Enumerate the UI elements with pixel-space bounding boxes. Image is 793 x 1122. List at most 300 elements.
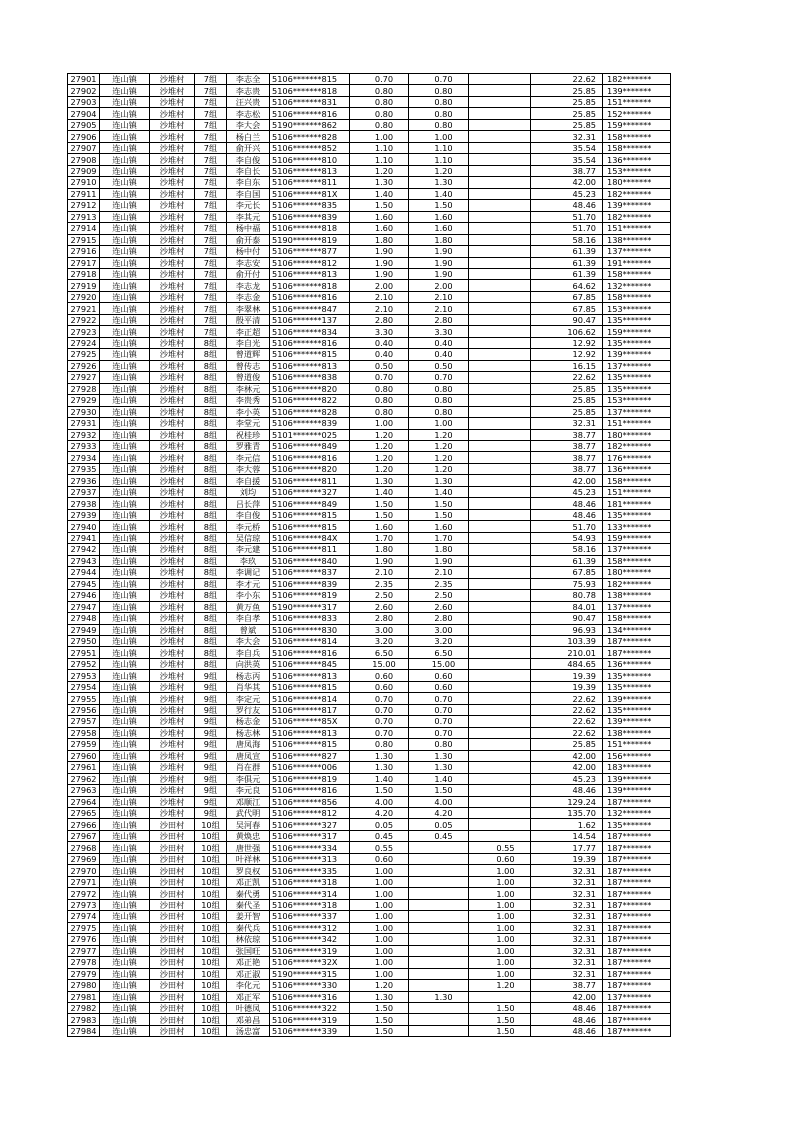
cell-col-2: 沙田村: [150, 865, 195, 876]
cell-col-4: 俞开兴: [227, 142, 270, 153]
cell-col-6: 4.00: [350, 796, 409, 807]
cell-col-7: 1.90: [409, 268, 469, 279]
table-row: [68, 624, 671, 635]
cell-col-6: 1.30: [350, 991, 409, 1002]
cell-col-3: 10组: [195, 911, 227, 922]
table-row: [68, 1025, 671, 1036]
cell-col-6: 1.60: [350, 211, 409, 222]
cell-col-8: [469, 291, 531, 302]
cell-col-1: 连山镇: [100, 578, 150, 589]
cell-col-1: 连山镇: [100, 452, 150, 463]
cell-col-4: 李林元: [227, 383, 270, 394]
table-row: [68, 383, 671, 394]
cell-col-2: 沙堆村: [150, 796, 195, 807]
cell-col-3: 8组: [195, 463, 227, 474]
cell-col-6: 0.70: [350, 693, 409, 704]
cell-col-2: 沙堆村: [150, 74, 195, 85]
cell-col-9: 42.00: [531, 750, 603, 761]
cell-col-4: 李翠林: [227, 303, 270, 314]
cell-col-3: 9组: [195, 681, 227, 692]
cell-col-5: 5101*******025: [270, 429, 350, 440]
cell-col-1: 连山镇: [100, 154, 150, 165]
cell-col-10: 139*******: [603, 200, 671, 211]
cell-col-7: 0.70: [409, 716, 469, 727]
cell-col-7: 0.80: [409, 119, 469, 130]
cell-col-6: 1.00: [350, 945, 409, 956]
cell-col-5: 5190*******315: [270, 968, 350, 979]
cell-col-6: 1.20: [350, 429, 409, 440]
cell-col-6: 0.80: [350, 85, 409, 96]
cell-col-9: 103.39: [531, 635, 603, 646]
cell-col-1: 连山镇: [100, 830, 150, 841]
cell-col-9: 106.62: [531, 326, 603, 337]
cell-col-4: 李志安: [227, 257, 270, 268]
cell-col-10: 135*******: [603, 819, 671, 830]
cell-col-0: 27959: [68, 739, 100, 750]
cell-col-2: 沙堆村: [150, 280, 195, 291]
cell-col-0: 27964: [68, 796, 100, 807]
cell-col-0: 27961: [68, 762, 100, 773]
cell-col-4: 林依琼: [227, 934, 270, 945]
cell-col-5: 5106*******817: [270, 704, 350, 715]
cell-col-8: [469, 681, 531, 692]
cell-col-7: 3.30: [409, 326, 469, 337]
cell-col-1: 连山镇: [100, 957, 150, 968]
cell-col-10: 182*******: [603, 578, 671, 589]
cell-col-3: 9组: [195, 796, 227, 807]
cell-col-0: 27960: [68, 750, 100, 761]
cell-col-9: 48.46: [531, 1014, 603, 1025]
cell-col-1: 连山镇: [100, 624, 150, 635]
cell-col-0: 27940: [68, 521, 100, 532]
cell-col-5: 5106*******816: [270, 452, 350, 463]
cell-col-3: 7组: [195, 326, 227, 337]
cell-col-5: 5106*******816: [270, 337, 350, 348]
cell-col-9: 38.77: [531, 165, 603, 176]
cell-col-9: 38.77: [531, 429, 603, 440]
cell-col-8: [469, 509, 531, 520]
cell-col-2: 沙堆村: [150, 739, 195, 750]
cell-col-3: 7组: [195, 268, 227, 279]
cell-col-5: 5106*******334: [270, 842, 350, 853]
cell-col-7: 0.70: [409, 74, 469, 85]
cell-col-0: 27950: [68, 635, 100, 646]
cell-col-3: 10组: [195, 922, 227, 933]
cell-col-7: 1.20: [409, 463, 469, 474]
cell-col-7: 2.80: [409, 314, 469, 325]
cell-col-0: 27902: [68, 85, 100, 96]
cell-col-9: 42.00: [531, 475, 603, 486]
cell-col-2: 沙堆村: [150, 85, 195, 96]
cell-col-6: 1.50: [350, 1014, 409, 1025]
cell-col-5: 5106*******811: [270, 177, 350, 188]
cell-col-1: 连山镇: [100, 899, 150, 910]
cell-col-10: 136*******: [603, 463, 671, 474]
table-row: [68, 613, 671, 624]
cell-col-7: 0.40: [409, 349, 469, 360]
cell-col-0: 27976: [68, 934, 100, 945]
cell-col-7: [409, 1014, 469, 1025]
cell-col-8: [469, 991, 531, 1002]
cell-col-2: 沙堆村: [150, 200, 195, 211]
cell-col-6: 1.30: [350, 177, 409, 188]
cell-col-4: 汪兴贵: [227, 96, 270, 107]
cell-col-6: 1.30: [350, 475, 409, 486]
cell-col-5: 5106*******838: [270, 372, 350, 383]
cell-col-8: [469, 372, 531, 383]
cell-col-2: 沙堆村: [150, 808, 195, 819]
table-row: [68, 957, 671, 968]
cell-col-4: 邓正凯: [227, 876, 270, 887]
cell-col-7: 4.00: [409, 796, 469, 807]
cell-col-8: [469, 211, 531, 222]
cell-col-10: 187*******: [603, 865, 671, 876]
cell-col-1: 连山镇: [100, 509, 150, 520]
cell-col-3: 8组: [195, 578, 227, 589]
cell-col-3: 8组: [195, 418, 227, 429]
table-row: [68, 108, 671, 119]
cell-col-4: 李志全: [227, 74, 270, 85]
cell-col-3: 8组: [195, 349, 227, 360]
cell-col-9: 96.93: [531, 624, 603, 635]
cell-col-5: 5106*******327: [270, 486, 350, 497]
cell-col-9: 484.65: [531, 658, 603, 669]
cell-col-0: 27974: [68, 911, 100, 922]
cell-col-4: 李俱元: [227, 773, 270, 784]
cell-col-5: 5106*******819: [270, 590, 350, 601]
cell-col-10: 158*******: [603, 131, 671, 142]
cell-col-5: 5106*******313: [270, 853, 350, 864]
cell-col-2: 沙堆村: [150, 578, 195, 589]
cell-col-7: 2.35: [409, 578, 469, 589]
cell-col-4: 杨白兰: [227, 131, 270, 142]
cell-col-5: 5106*******816: [270, 785, 350, 796]
cell-col-0: 27930: [68, 406, 100, 417]
cell-col-4: 吴信琼: [227, 532, 270, 543]
cell-col-10: 135*******: [603, 337, 671, 348]
cell-col-2: 沙堆村: [150, 498, 195, 509]
cell-col-5: 5106*******812: [270, 257, 350, 268]
cell-col-0: 27904: [68, 108, 100, 119]
cell-col-10: 158*******: [603, 613, 671, 624]
cell-col-0: 27954: [68, 681, 100, 692]
cell-col-10: 134*******: [603, 624, 671, 635]
cell-col-3: 7组: [195, 108, 227, 119]
cell-col-5: 5106*******85X: [270, 716, 350, 727]
table-row: [68, 280, 671, 291]
cell-col-3: 7组: [195, 142, 227, 153]
cell-col-2: 沙堆村: [150, 177, 195, 188]
cell-col-6: 6.50: [350, 647, 409, 658]
cell-col-2: 沙堆村: [150, 704, 195, 715]
cell-col-9: 32.31: [531, 934, 603, 945]
cell-col-6: 1.10: [350, 154, 409, 165]
cell-col-5: 5106*******006: [270, 762, 350, 773]
cell-col-8: 1.00: [469, 911, 531, 922]
cell-col-0: 27933: [68, 441, 100, 452]
cell-col-5: 5106*******828: [270, 131, 350, 142]
cell-col-1: 连山镇: [100, 418, 150, 429]
cell-col-9: 32.31: [531, 131, 603, 142]
cell-col-2: 沙田村: [150, 842, 195, 853]
cell-col-9: 25.85: [531, 406, 603, 417]
cell-col-9: 19.39: [531, 670, 603, 681]
cell-col-10: 151*******: [603, 96, 671, 107]
cell-col-1: 连山镇: [100, 922, 150, 933]
cell-col-4: 向洪英: [227, 658, 270, 669]
cell-col-7: 2.00: [409, 280, 469, 291]
cell-col-3: 8组: [195, 613, 227, 624]
cell-col-8: 1.00: [469, 957, 531, 968]
cell-col-1: 连山镇: [100, 280, 150, 291]
table-row: [68, 314, 671, 325]
cell-col-8: [469, 188, 531, 199]
cell-col-8: [469, 785, 531, 796]
cell-col-4: 曾传志: [227, 360, 270, 371]
cell-col-10: 132*******: [603, 280, 671, 291]
cell-col-10: 158*******: [603, 268, 671, 279]
cell-col-4: 邓正淑: [227, 968, 270, 979]
cell-col-4: 邓弟昌: [227, 1014, 270, 1025]
cell-col-7: 2.10: [409, 303, 469, 314]
cell-col-4: 李自俊: [227, 154, 270, 165]
table-row: [68, 211, 671, 222]
cell-col-9: 22.62: [531, 372, 603, 383]
cell-col-4: 李大蓉: [227, 463, 270, 474]
cell-col-2: 沙堆村: [150, 360, 195, 371]
cell-col-10: 183*******: [603, 762, 671, 773]
cell-col-4: 俞开付: [227, 268, 270, 279]
cell-col-0: 27907: [68, 142, 100, 153]
cell-col-6: 2.60: [350, 601, 409, 612]
cell-col-7: [409, 888, 469, 899]
cell-col-4: 黄焕忠: [227, 830, 270, 841]
cell-col-8: [469, 441, 531, 452]
cell-col-8: [469, 349, 531, 360]
cell-col-6: 0.80: [350, 119, 409, 130]
cell-col-1: 连山镇: [100, 119, 150, 130]
cell-col-3: 7组: [195, 96, 227, 107]
cell-col-1: 连山镇: [100, 888, 150, 899]
cell-col-3: 8组: [195, 360, 227, 371]
cell-col-6: 1.00: [350, 957, 409, 968]
cell-col-6: 1.90: [350, 555, 409, 566]
cell-col-4: 罗雅青: [227, 441, 270, 452]
cell-col-1: 连山镇: [100, 463, 150, 474]
cell-col-5: 5106*******318: [270, 876, 350, 887]
table-row: [68, 337, 671, 348]
cell-col-7: 0.80: [409, 96, 469, 107]
cell-col-1: 连山镇: [100, 395, 150, 406]
cell-col-3: 8组: [195, 601, 227, 612]
cell-col-1: 连山镇: [100, 349, 150, 360]
cell-col-6: 1.20: [350, 441, 409, 452]
cell-col-4: 吕长萍: [227, 498, 270, 509]
cell-col-7: 0.80: [409, 739, 469, 750]
cell-col-3: 9组: [195, 704, 227, 715]
cell-col-0: 27921: [68, 303, 100, 314]
cell-col-4: 李自光: [227, 337, 270, 348]
cell-col-9: 210.01: [531, 647, 603, 658]
cell-col-0: 27983: [68, 1014, 100, 1025]
cell-col-2: 沙堆村: [150, 727, 195, 738]
table-row: [68, 785, 671, 796]
cell-col-7: 1.30: [409, 991, 469, 1002]
cell-col-3: 7组: [195, 303, 227, 314]
cell-col-2: 沙堆村: [150, 119, 195, 130]
cell-col-1: 连山镇: [100, 337, 150, 348]
cell-col-2: 沙田村: [150, 1014, 195, 1025]
cell-col-6: 2.80: [350, 613, 409, 624]
table-row: [68, 773, 671, 784]
cell-col-7: 1.80: [409, 544, 469, 555]
cell-col-1: 连山镇: [100, 613, 150, 624]
cell-col-0: 27984: [68, 1025, 100, 1036]
cell-col-10: 135*******: [603, 372, 671, 383]
cell-col-8: [469, 601, 531, 612]
cell-col-2: 沙堆村: [150, 268, 195, 279]
cell-col-8: [469, 177, 531, 188]
cell-col-1: 连山镇: [100, 727, 150, 738]
cell-col-2: 沙堆村: [150, 716, 195, 727]
cell-col-7: 4.20: [409, 808, 469, 819]
cell-col-0: 27958: [68, 727, 100, 738]
table-row: [68, 853, 671, 864]
cell-col-7: [409, 876, 469, 887]
cell-col-1: 连山镇: [100, 670, 150, 681]
cell-col-10: 180*******: [603, 567, 671, 578]
cell-col-5: 5106*******847: [270, 303, 350, 314]
cell-col-1: 连山镇: [100, 188, 150, 199]
table-row: [68, 968, 671, 979]
cell-col-5: 5106*******840: [270, 555, 350, 566]
cell-col-10: 156*******: [603, 750, 671, 761]
cell-col-8: [469, 658, 531, 669]
cell-col-2: 沙堆村: [150, 521, 195, 532]
cell-col-8: [469, 819, 531, 830]
cell-col-4: 吴河春: [227, 819, 270, 830]
cell-col-3: 9组: [195, 750, 227, 761]
cell-col-10: 187*******: [603, 980, 671, 991]
cell-col-7: 1.90: [409, 246, 469, 257]
cell-col-9: 25.85: [531, 739, 603, 750]
cell-col-9: 42.00: [531, 991, 603, 1002]
cell-col-2: 沙田村: [150, 899, 195, 910]
cell-col-0: 27914: [68, 223, 100, 234]
cell-col-1: 连山镇: [100, 108, 150, 119]
cell-col-7: 1.10: [409, 154, 469, 165]
cell-col-3: 10组: [195, 980, 227, 991]
cell-col-10: 187*******: [603, 796, 671, 807]
table-row: [68, 349, 671, 360]
cell-col-5: 5106*******312: [270, 922, 350, 933]
cell-col-8: 1.00: [469, 945, 531, 956]
cell-col-1: 连山镇: [100, 291, 150, 302]
cell-col-7: 1.20: [409, 165, 469, 176]
table-row: [68, 601, 671, 612]
table-row: [68, 911, 671, 922]
cell-col-9: 35.54: [531, 142, 603, 153]
cell-col-4: 肖华其: [227, 681, 270, 692]
cell-col-3: 8组: [195, 441, 227, 452]
table-row: [68, 360, 671, 371]
cell-col-1: 连山镇: [100, 567, 150, 578]
cell-col-4: 李自俊: [227, 509, 270, 520]
cell-col-7: 0.80: [409, 108, 469, 119]
cell-col-10: 159*******: [603, 119, 671, 130]
cell-col-8: [469, 739, 531, 750]
cell-col-3: 9组: [195, 693, 227, 704]
cell-col-3: 8组: [195, 658, 227, 669]
cell-col-6: 2.35: [350, 578, 409, 589]
cell-col-10: 137*******: [603, 544, 671, 555]
cell-col-4: 李才元: [227, 578, 270, 589]
cell-col-4: 李堂元: [227, 418, 270, 429]
cell-col-8: 1.00: [469, 888, 531, 899]
cell-col-10: 135*******: [603, 509, 671, 520]
cell-col-6: 0.40: [350, 349, 409, 360]
cell-col-9: 25.85: [531, 383, 603, 394]
cell-col-7: 1.90: [409, 555, 469, 566]
cell-col-10: 187*******: [603, 899, 671, 910]
cell-col-4: 杨志金: [227, 716, 270, 727]
cell-col-7: 0.60: [409, 670, 469, 681]
cell-col-2: 沙堆村: [150, 590, 195, 601]
cell-col-0: 27955: [68, 693, 100, 704]
cell-col-0: 27935: [68, 463, 100, 474]
cell-col-7: [409, 922, 469, 933]
cell-col-5: 5106*******815: [270, 74, 350, 85]
table-row: [68, 177, 671, 188]
cell-col-8: [469, 142, 531, 153]
cell-col-2: 沙堆村: [150, 234, 195, 245]
cell-col-5: 5106*******137: [270, 314, 350, 325]
cell-col-5: 5106*******834: [270, 326, 350, 337]
cell-col-5: 5106*******322: [270, 1002, 350, 1013]
cell-col-5: 5106*******814: [270, 635, 350, 646]
cell-col-7: 3.00: [409, 624, 469, 635]
cell-col-5: 5106*******820: [270, 383, 350, 394]
cell-col-3: 7组: [195, 74, 227, 85]
cell-col-10: 187*******: [603, 853, 671, 864]
cell-col-3: 7组: [195, 188, 227, 199]
cell-col-9: 42.00: [531, 762, 603, 773]
table-row: [68, 223, 671, 234]
cell-col-9: 32.31: [531, 876, 603, 887]
cell-col-7: 1.50: [409, 498, 469, 509]
cell-col-2: 沙堆村: [150, 96, 195, 107]
cell-col-6: 2.10: [350, 303, 409, 314]
cell-col-0: 27909: [68, 165, 100, 176]
cell-col-9: 61.39: [531, 246, 603, 257]
table-row: [68, 578, 671, 589]
cell-col-3: 10组: [195, 819, 227, 830]
cell-col-8: [469, 555, 531, 566]
cell-col-9: 25.85: [531, 85, 603, 96]
cell-col-10: 187*******: [603, 888, 671, 899]
cell-col-6: 1.50: [350, 498, 409, 509]
cell-col-3: 7组: [195, 234, 227, 245]
cell-col-7: 1.50: [409, 200, 469, 211]
cell-col-5: 5106*******831: [270, 96, 350, 107]
cell-col-2: 沙堆村: [150, 613, 195, 624]
cell-col-9: 38.77: [531, 980, 603, 991]
cell-col-6: 1.90: [350, 268, 409, 279]
cell-col-1: 连山镇: [100, 303, 150, 314]
cell-col-1: 连山镇: [100, 555, 150, 566]
table-row: [68, 716, 671, 727]
table-row: [68, 980, 671, 991]
